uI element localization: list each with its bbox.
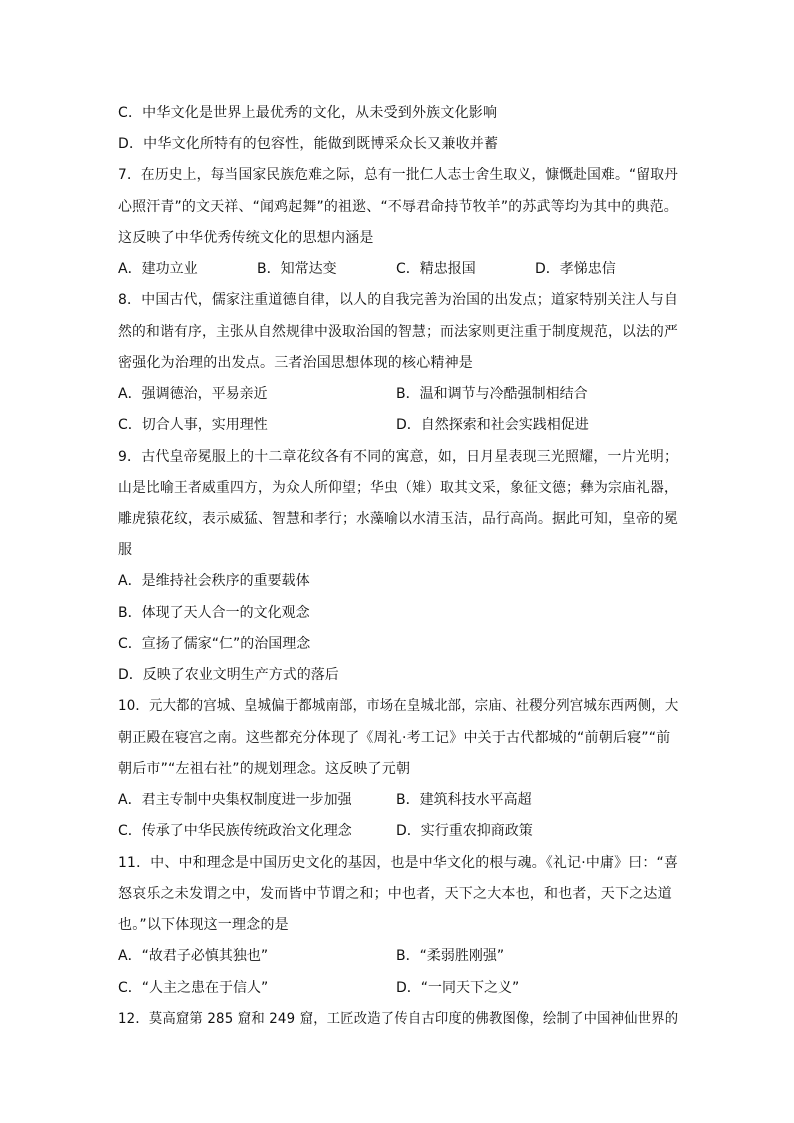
q11-option-a: A．“故君子必慎其独也” [118,948,269,964]
q7-option-c: C．精忠报国 [396,261,476,277]
q10-option-a: A．君主专制中央集权制度进一步加强 [118,792,352,808]
q9-option-b: B．体现了天人合一的文化观念 [118,605,310,621]
q8-stem-line: 8．中国古代，儒家注重道德自律，以人的自我完善为治国的出发点；道家特别关注人与自 [118,292,679,308]
q11-stem-line: 也。”以下体现这一理念的是 [118,917,289,933]
q7-option-d: D．孝悌忠信 [535,261,616,277]
q9-stem-line: 9．古代皇帝冕服上的十二章花纹各有不同的寓意，如，日月星表现三光照耀，一片光明； [118,449,679,465]
q7-option-b: B．知常达变 [257,261,337,277]
q10-stem-line: 10．元大都的宫城、皇城偏于都城南部，市场在皇城北部，宗庙、社稷分列宫城东西两侧，大 [118,698,679,714]
q9-stem-line: 雕虎猿花纹，表示威猛、智慧和孝行；水藻喻以水清玉洁，品行高尚。据此可知，皇帝的冕 [118,511,679,527]
q7-option-a: A．建功立业 [118,261,198,277]
q7-stem-line: 7．在历史上，每当国家民族危难之际，总有一批仁人志士舍生取义，慷慨赴国难。“留取丹 [118,167,679,183]
q10-option-b: B．建筑科技水平高超 [396,792,532,808]
q10-option-d: D．实行重农抑商政策 [396,823,533,839]
q7-stem-line: 这反映了中华优秀传统文化的思想内涵是 [118,230,374,246]
q11-option-b: B．“柔弱胜刚强” [396,948,505,964]
q9-stem-line: 山是比喻王者威重四方，为众人所仰望；华虫（雉）取其文采，象征文德；彝为宗庙礼器， [118,480,679,496]
q9-option-d: D．反映了农业文明生产方式的落后 [118,667,339,683]
q10-option-c: C．传承了中华民族传统政治文化理念 [118,823,352,839]
q10-stem-line: 朝后市”“左祖右社”的规划理念。这反映了元朝 [118,761,411,777]
q6-option-c: C．中华文化是世界上最优秀的文化，从未受到外族文化影响 [118,105,498,121]
q8-stem-line: 密强化为治理的出发点。三者治国思想体现的核心精神是 [118,355,473,371]
q8-option-d: D．自然探索和社会实践相促进 [396,417,589,433]
q11-option-c: C．“人主之患在于信人” [118,980,269,996]
q7-stem-line: 心照汗青”的文天祥、“闻鸡起舞”的祖逖、“不辱君命持节牧羊”的苏武等均为其中的典范。 [118,199,678,215]
q12-stem-line: 12．莫高窟第 285 窟和 249 窟，工匠改造了传自古印度的佛教图像，绘制了中国神仙世界的 [118,1011,679,1027]
q8-option-c: C．切合人事，实用理性 [118,417,268,433]
q8-option-a: A．强调德治，平易亲近 [118,386,268,402]
q11-stem-line: 怒哀乐之未发谓之中，发而皆中节谓之和；中也者，天下之大本也，和也者，天下之达道 [118,886,672,902]
q11-stem-line: 11．中、中和理念是中国历史文化的基因，也是中华文化的根与魂。《礼记·中庸》曰：“喜 [118,855,679,871]
q10-stem-line: 朝正殿在寝宫之南。这些都充分体现了《周礼·考工记》中关于古代都城的“前朝后寝”“前 [118,730,671,746]
q8-stem-line: 然的和谐有序，主张从自然规律中汲取治国的智慧；而法家则更注重于制度规范，以法的严 [118,324,679,340]
q6-option-d: D．中华文化所特有的包容性，能做到既博采众长又兼收并蓄 [118,136,499,152]
q9-stem-line: 服 [118,542,133,558]
q11-option-d: D．“一同天下之义” [396,980,520,996]
q9-option-c: C．宣扬了儒家“仁”的治国理念 [118,636,311,652]
q9-option-a: A．是维持社会秩序的重要载体 [118,573,310,589]
q8-option-b: B．温和调节与冷酷强制相结合 [396,386,588,402]
